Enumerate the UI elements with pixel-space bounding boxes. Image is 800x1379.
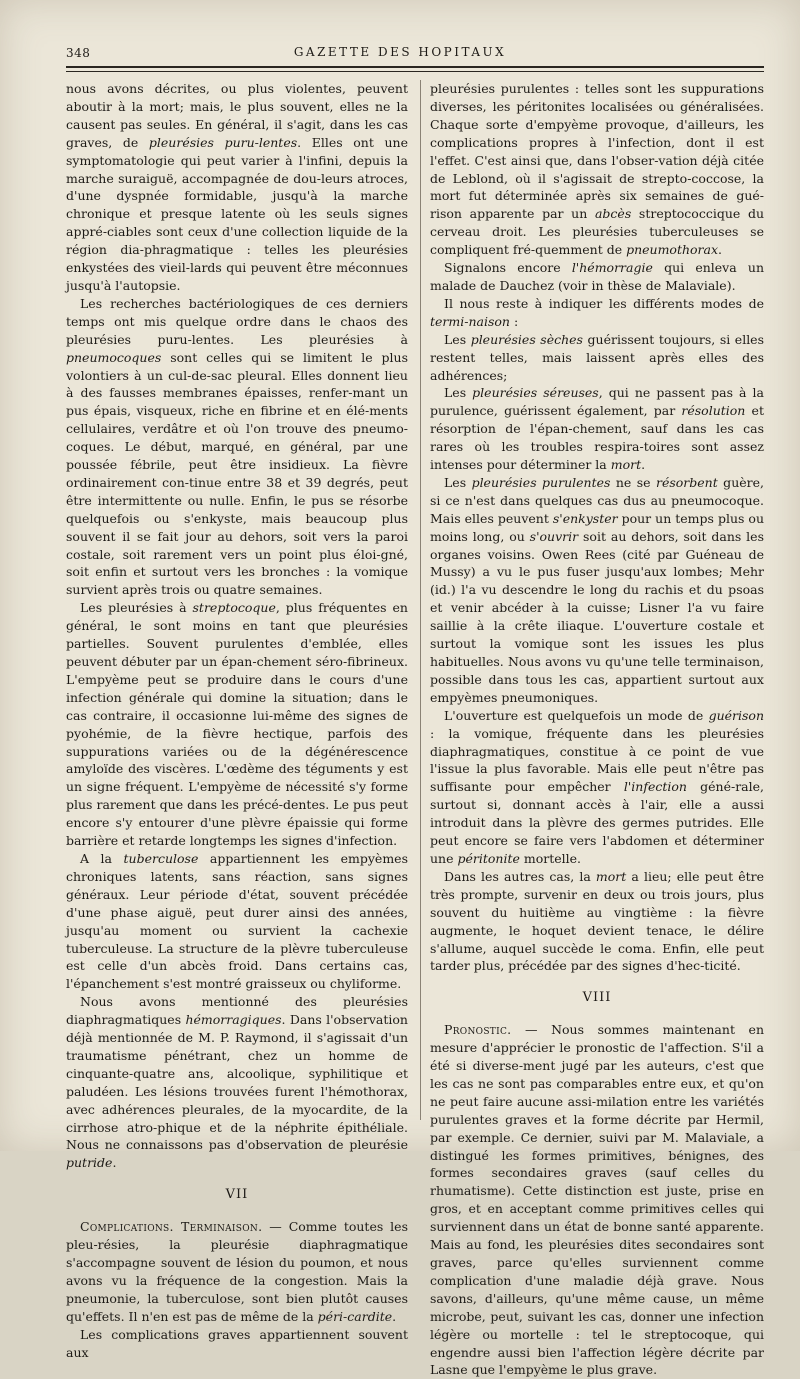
paragraph: Les recherches bactériologiques de ces derniers temps ont mis quelque ordre dans le chaos des pleurésies puru-lentes. Les pleurésies à pneumocoques sont celles qui se limitent le plus volontiers à un cul-de-sac pleural. Elles donnent lieu à des fausses membranes épaisses, renfer-mant un pus épais, visqueux, riche en fibrine et en élé-ments cellulaires, verdâtre et où l'on trouve des pneumo-coques. Le début, marqué, en général, par une poussée fébrile, peut être insidieux. La fièvre ordinairement con-tinue entre 38 et 39 degrés, peut être intermittente ou nulle. Enfin, le pus se résorbe quelquefois ou s'enkyste, mais beaucoup plus souvent il se fait jour au dehors, soit vers la paroi costale, soit rarement vers un point plus éloi-gné, soit enfin et surtout vers les bronches : la vomique survient après trois ou quatre semaines.: [66, 295, 408, 598]
paragraph: Pronostic. — Nous sommes maintenant en mesure d'apprécier le pronostic de l'affection. S'il a été si diverse-ment jugé par les auteurs, c'est que les cas ne sont pas comparables entre eux, et qu'on ne peut faire aucune assi-milation entre les variétés purulentes graves et la forme décrite par Hermil, par exemple. Ce dernier, suivi par M. Malaviale, a distingué les formes primitives, bénignes, des formes secondaires graves (sauf celles du rhumatisme). Cette distinction est juste, prise en gros, et en acceptant comme primitives celles qui surviennent dans un état de bonne santé apparente. Mais au fond, les pleurésies dites secondaires sont graves, parce qu'elles surviennent comme complication d'une maladie déjà grave. Nous savons, d'ailleurs, qu'une même cause, un même microbe, peut, suivant les cas, donner une infection légère ou mortelle : tel le streptocoque, qui engendre aussi bien l'affection légère décrite par Lasne que l'empyème le plus grave.: [430, 1022, 764, 1378]
section-title: Pronostic.: [444, 1022, 512, 1038]
paragraph: A la tuberculose appartiennent les empyèmes chroniques latents, sans réaction, sans signes généraux. Leur période d'état, souvent précédée d'une phase aiguë, peut durer ainsi des années, jusqu'au moment ou survient la cachexie tuberculeuse. La structure de la plèvre tuberculeuse est celle d'un abcès froid. Dans certains cas, l'épanchement s'est montré graisseux ou chyliforme.: [66, 850, 408, 992]
paragraph: Les pleurésies à streptocoque, plus fréquentes en général, le sont moins en tant que pleurésies partielles. Souvent purulentes d'emblée, elles peuvent débuter par un épan-chement séro-fibrineux. L'empyème peut se produire dans le cours d'une infection générale qui domine la situation; dans le cas contraire, il occasionne lui-même des signes de pyohémie, de la fièvre hectique, parfois des suppurations variées ou de la dégénérescence amyloïde des viscères. L'œdème des téguments y est un signe fréquent. L'empyème de nécessité s'y forme plus rarement que dans les précé-dentes. Le pus peut encore s'y entourer d'une plèvre épaissie qui forme barrière et retarde longtemps les signes d'infection.: [66, 600, 408, 849]
section-title: Complications. Terminaison.: [80, 1219, 263, 1235]
paragraph: L'ouverture est quelquefois un mode de guérison : la vomique, fréquente dans les pleurésies diaphragmatiques, constitue à ce point de vue l'issue la plus favorable. Mais elle peut n'être pas suffisante pour empêcher l'infection géné-rale, surtout si, donnant accès à l'air, elle a aussi introduit dans la plèvre des germes putrides. Elle peut encore se faire vers l'abdomen et déterminer une péritonite mortelle.: [430, 707, 764, 866]
paragraph: pleurésies purulentes : telles sont les suppurations diverses, les péritonites localisées ou généralisées. Chaque sorte d'empyème provoque, d'ailleurs, les complications propres à l'infection, dont il est l'effet. C'est ainsi que, dans l'obser-vation déjà citée de Leblond, où il s'agissait de strepto-coccose, la mort fut déterminée après six semaines de gué-rison apparente par un abcès streptococcique du cerveau droit. Les pleurésies tuberculeuses se compliquent fré-quemment de pneumothorax.: [430, 81, 764, 258]
left-column: [66, 80, 408, 1361]
paragraph: Signalons encore l'hémorragie qui enleva un malade de Dauchez (voir in thèse de Malaviale).: [430, 260, 764, 293]
paragraph: Les pleurésies purulentes ne se résorbent guère, si ce n'est dans quelques cas dus au pneumocoque. Mais elles peuvent s'enkyster pour un temps plus ou moins long, ou s'ouvrir soit au dehors, soit dans les organes voisins. Owen Rees (cité par Guéneau de Mussy) a vu le pus fuser jusqu'aux lombes; Mehr (id.) l'a vu descendre le long du rachis et du psoas et venir abcéder à la cuisse; Lisner l'a vu faire saillie à la crête iliaque. L'ouverture costale et surtout la vomique sont les issues les plus habituelles. Nous avons vu qu'une telle terminaison, possible dans tous les cas, appartient surtout aux empyèmes pneumoniques.: [430, 474, 764, 705]
column-divider: [420, 80, 421, 1120]
running-head: GAZETTE DES HOPITAUX: [293, 45, 507, 59]
section-heading-vii: VII: [225, 1187, 249, 1203]
paragraph: Nous avons mentionné des pleurésies diaphragmatiques hémorragiques. Dans l'observation déjà mentionnée de M. P. Raymond, il s'agissait d'un traumatisme pénétrant, chez un homme de cinquante-quatre ans, alcoolique, syphilitique et paludéen. Les lésions trouvées furent l'hémothorax, avec adhérences pleurales, de la myocardite, de la cirrhose atro-phique et de la néphrite épithéliale. Nous ne connaissons pas d'observation de pleurésie putride.: [66, 994, 408, 1171]
page-number: 348: [66, 46, 91, 60]
paragraph: nous avons décrites, ou plus violentes, peuvent aboutir à la mort; mais, le plus souvent, elles ne la causent pas seules. En général, il s'agit, dans les cas graves, de pleurésies puru-lentes. Elles ont une symptomatologie qui peut varier à l'infini, depuis la marche suraiguë, accompagnée de dou-leurs atroces, d'une dyspnée formidable, jusqu'à la marche chronique et presque latente où les seuls signes appré-ciables sont ceux d'une collection liquide de la région dia-phragmatique : telles les pleurésies enkystées des vieil-lards qui peuvent être méconnues jusqu'à l'autopsie.: [66, 81, 408, 293]
paragraph: Il nous reste à indiquer les différents modes de termi-naison :: [430, 295, 764, 329]
header-rule-thin: [66, 71, 764, 72]
section-heading-viii: VIII: [582, 990, 612, 1006]
paragraph: Les pleurésies sèches guérissent toujours, si elles restent telles, mais laissent après elles des adhérences;: [430, 331, 764, 383]
paragraph: Les complications graves appartiennent souvent aux: [66, 1326, 408, 1360]
paragraph: Les pleurésies séreuses, qui ne passent pas à la purulence, guérissent également, par résolution et résorption de l'épan-chement, sauf dans les cas rares où les troubles respira-toires sont assez intenses pour déterminer la mort.: [430, 385, 765, 473]
right-column: [430, 80, 764, 1379]
paragraph: Complications. Terminaison. — Comme toutes les pleu-résies, la pleurésie diaphragmatique s'accompagne souvent de lésion du poumon, et nous avons vu la fréquence de la congestion. Mais la pneumonie, la tuberculose, sont bien plutôt causes qu'effets. Il n'en est pas de même de la péri-cardite.: [66, 1219, 408, 1324]
paragraph: Dans les autres cas, la mort a lieu; elle peut être très prompte, survenir en deux ou trois jours, plus souvent du huitième au vingtième : la fièvre augmente, le hoquet devient tenace, le délire s'allume, auquel succède le coma. Enfin, elle peut tarder plus, précédée par des signes d'hec-ticité.: [430, 868, 765, 974]
header-rule-thick: [66, 66, 764, 68]
